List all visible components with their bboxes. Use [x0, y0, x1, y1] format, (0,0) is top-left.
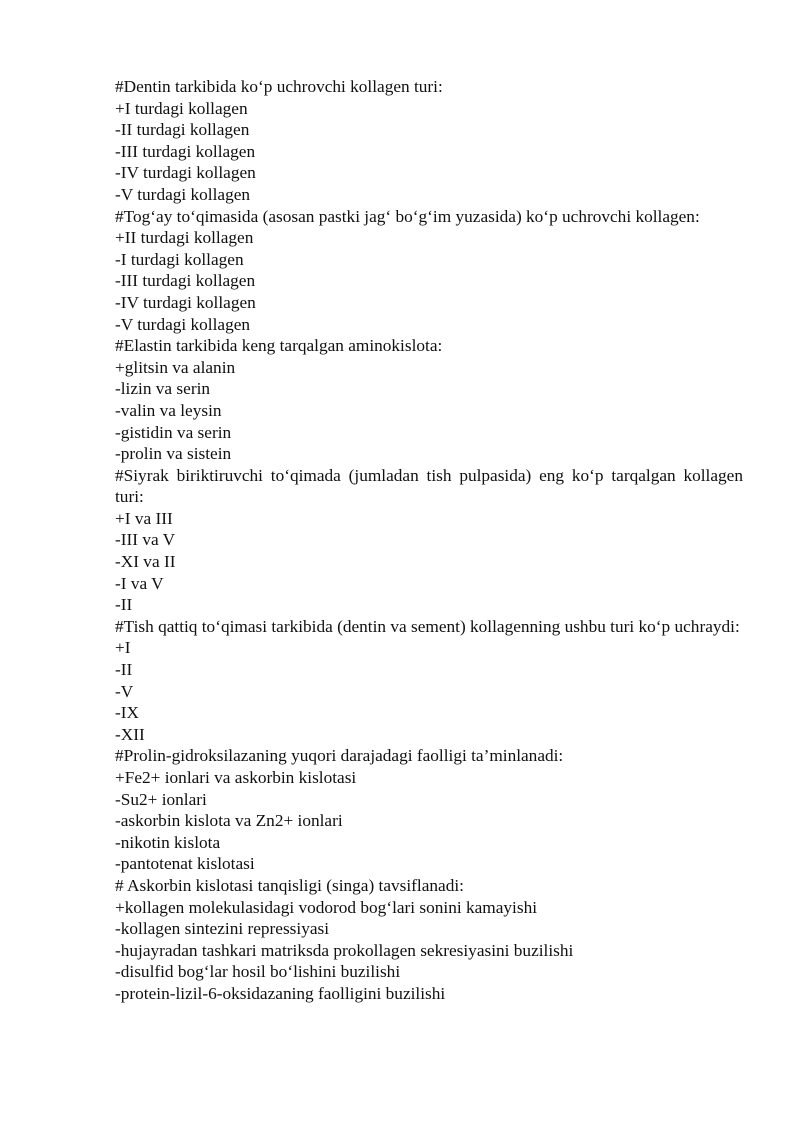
question-text: #Siyrak biriktiruvchi to‘qimada (jumladan tish pulpasida) eng ko‘p tarqalgan kollagen turi: [115, 465, 743, 507]
answer-option: -nikotin kislota [115, 832, 221, 852]
answer-option: -gistidin va serin [115, 422, 232, 442]
question-block [115, 745, 743, 875]
answer-option: +glitsin va alanin [115, 357, 236, 377]
document-page [115, 76, 743, 1005]
question-block [115, 335, 743, 465]
answer-option: +Fe2+ ionlari va askorbin kislotasi [115, 768, 357, 787]
answer-option: -prolin va sistein [115, 444, 232, 464]
question-text: #Dentin tarkibida ko‘p uchrovchi kollagen turi: [115, 77, 443, 96]
question-text: #Prolin-gidroksilazaning yuqori darajadagi faolligi ta’minlanadi: [115, 746, 564, 766]
question-block [115, 465, 743, 616]
answer-option: -lizin va serin [115, 379, 211, 399]
question-block [115, 206, 743, 336]
question-text: # Askorbin kislotasi tanqisligi (singa) tavsiflanadi: [115, 875, 464, 895]
answer-option: -kollagen sintezini repressiyasi [115, 919, 330, 939]
answer-option: -II [115, 595, 133, 615]
answer-option: -XI va II [115, 552, 176, 572]
answer-option: +I turdagi kollagen [115, 98, 248, 118]
answer-option: +I va III [115, 508, 173, 528]
answer-option: -V [115, 681, 134, 701]
answer-option: -IV turdagi kollagen [115, 163, 256, 183]
answer-option: -III turdagi kollagen [115, 271, 256, 291]
answer-option: -III va V [115, 530, 176, 550]
question-block [115, 616, 743, 746]
answer-option: -disulfid bog‘lar hosil bo‘lishini buzilishi [115, 962, 401, 982]
question-text: #Tish qattiq to‘qimasi tarkibida (dentin va sement) kollagenning ushbu turi ko‘p uchraydi: [115, 616, 740, 636]
answer-option: -I turdagi kollagen [115, 249, 244, 269]
answer-option: -V turdagi kollagen [115, 314, 251, 334]
question-block [115, 76, 743, 206]
answer-option: -I va V [115, 573, 164, 593]
answer-option: +kollagen molekulasidagi vodorod bog‘lari sonini kamayishi [115, 897, 538, 917]
question-block [115, 875, 743, 1005]
answer-option: -hujayradan tashkari matriksda prokollagen sekresiyasini buzilishi [115, 940, 574, 960]
answer-option: -V turdagi kollagen [115, 184, 251, 204]
question-text: #Elastin tarkibida keng tarqalgan aminokislota: [115, 336, 443, 356]
answer-option: +I [115, 638, 131, 658]
answer-option: -III turdagi kollagen [115, 141, 256, 161]
answer-option: -IV turdagi kollagen [115, 292, 256, 312]
question-text: #Tog‘ay to‘qimasida (asosan pastki jag‘ bo‘g‘im yuzasida) ko‘p uchrovchi kollagen: [115, 206, 700, 226]
answer-option: -valin va leysin [115, 400, 222, 420]
answer-option: -XII [115, 724, 145, 744]
answer-option: -II turdagi kollagen [115, 120, 250, 140]
answer-option: -IX [115, 703, 139, 723]
answer-option: -pantotenat kislotasi [115, 854, 255, 874]
answer-option: +II turdagi kollagen [115, 228, 254, 248]
answer-option: -Su2+ ionlari [115, 789, 207, 809]
answer-option: -askorbin kislota va Zn2+ ionlari [115, 811, 343, 831]
answer-option: -II [115, 660, 133, 680]
answer-option: -protein-lizil-6-oksidazaning faolligini buzilishi [115, 983, 446, 1003]
